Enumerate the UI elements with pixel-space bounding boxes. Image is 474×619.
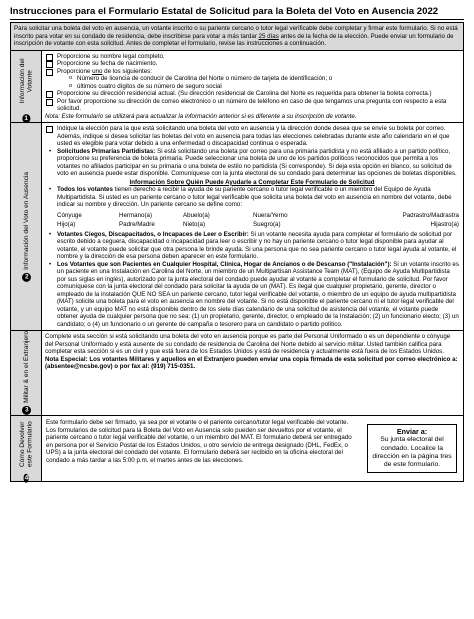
section-2-number: 2 <box>22 273 31 282</box>
page-title: Instrucciones para el Formulario Estatal de Solicitud para la Boleta del Voto en Ausencia 2022 <box>10 6 464 20</box>
section-1-number: 1 <box>22 114 30 123</box>
section-1-note: Nota: Este formulario se utilizará para actualizar la información anterior si es diferente a su inscripción de votante. <box>45 112 357 120</box>
section-4-content <box>42 416 463 481</box>
section-4-sidebar <box>11 416 42 481</box>
checklist-item: Proporcione su nombre legal completo. <box>57 53 459 61</box>
relative-label: Padrastro/Madrastra <box>402 211 459 219</box>
section-1-content <box>42 51 463 123</box>
section-absentee-info <box>10 123 464 331</box>
helper-heading: Información Sobre Quién Puede Ayudarle a Completar Este Formulario de Solicitud <box>129 178 375 186</box>
checklist-item: Proporcione su dirección residencial actual. (Su dirección residencial de Carolina del Norte es requerida para obtener la boleta correcta.) <box>57 90 459 98</box>
list-item-primary: • Solicitudes Primarias Partidistas: Si está solicitando una boleta por correo para una primaria partidista y no está afiliado a un partido político, proporcione su preferencia de boleta primaria. Puede seleccionar una boleta de uno de los partidos políticos reconocidos que permita a los votantes no afiliados participar en su primaria o una boleta de estilo no partidista (Si corresponde). Si deja esta opción en blanco, su solicitud de voto en ausencia puede estar disponible. Comuníquese con la junta electoral de su condado para determinar las opciones de boletas disponibles. <box>57 148 459 178</box>
section-3-label: Militar & en el Extranjero <box>22 331 30 404</box>
relative-label: Hijo(a) <box>57 221 76 229</box>
list-item-facility-patients: • Los Votantes que son Pacientes en Cualquier Hospital, Clínica, Hogar de Ancianos o de Descanso ("Instalación"): Si un votante inscrito es un paciente en una Instalación en Carolina del Norte, un miembro de un Multipartisan Assistance Team (MAT), (Equipo de Ayuda Multipartidista por sus siglas en inglés), autorizado por la junta electoral del condado puede ayudar al votante a completar el formulario de solicitud. Por favor comuníquese con la junta electoral del condado para solicitar la ayuda de un (MAT). Es ilegal que cualquier propietario, gerente, director o empleado de la instalación QUE NO SEA un pariente cercano, tutor legal verificable del votante, o miembro de un equipo de ayuda multipartidista (MAT) solicite una boleta para el voto en ausencia en nombre del votante. Si no está disponible el pariente cercano ni el tutor legal verificable del votante, y un equipo MAT no está disponible dentro de los siete días calendario de una solicitud de asistencia del votante, el votante puede obtener ayuda de cualquier persona que no sea: (1) un propietario, gerente, director, o empleado de la Instalación; (2) un funcionario electo; (3) un candidato; o (4) un funcionario o un gerente de campaña o tesorero para un candidato o partido político. <box>57 261 459 329</box>
send-to-title: Enviar a: <box>396 427 428 437</box>
near-relative-grid <box>57 212 459 229</box>
page <box>10 6 464 482</box>
relative-label: Nieto(a) <box>183 221 206 229</box>
relative-label: Hermano(a) <box>119 211 153 219</box>
relative-label: Cónyuge <box>57 211 82 219</box>
section-voter-info <box>10 51 464 124</box>
checklist-item: Indique la elección para la que está solicitando una boleta del voto en ausencia y la dirección donde desea que se envíe su boleta por correo. Además, indique si desea solicitar las boletas del voto en ausencia para todas las elecciones celebradas durante este año calendario en el que usted es elegible para votar debido a una enfermedad o discapacidad continua o esperada. <box>57 125 459 148</box>
section-military-overseas <box>10 331 464 416</box>
relative-label: Padre/Madre <box>119 221 155 229</box>
section-4-label: Cómo Devolver este Formulario <box>18 421 33 468</box>
section-4-text: Este formulario debe ser firmado, ya sea por el votante o el pariente cercano/tutor legal verificable del votante. Los formularios de solicitud para la Boleta del Voto en Ausencia solo pueden ser devueltos por el votante, el pariente cercano o tutor legal verificable del votante, o un miembro del MAT. El formulario deberá ser entregado en persona por el Servicio Postal de los Estados Unidos, u otro servicio de entrega designado (DHL, FedEx, o UPS) a la junta electoral del condado del votante. El formulario deberá ser recibido en la oficina electoral del condado a más tardar a las 5:00 p.m. el martes antes de las elecciones. <box>46 419 352 464</box>
section-2-content <box>42 123 463 330</box>
sub-item: o Número de licencia de conducir de Carolina del Norte o número de tarjeta de identificación; o <box>77 75 459 83</box>
list-item-all-voters: • Todos los votantes tienen derecho a recibir la ayuda de su pariente cercano o tutor legal verificable o un miembro del Equipo de Ayuda Multipartidista. Si usted es un pariente cercano o tutor legal verificable que solicita una boleta del voto en ausencia en nombre del votante, debe indicar su nombre y dirección. Un pariente cercano se define como: <box>57 186 459 209</box>
section-1-label: Información del Votante <box>18 58 33 104</box>
relative-label: Nuera/Yerno <box>253 211 288 219</box>
sub-item: o últimos cuatro dígitos de su número de seguro social <box>77 83 459 91</box>
intro-days: 25 días <box>258 32 279 40</box>
intro-box <box>10 22 464 51</box>
send-to-box <box>367 424 457 473</box>
section-3-content <box>42 331 463 415</box>
section-3-sidebar <box>11 331 42 415</box>
relative-label: Abuelo(a) <box>183 211 210 219</box>
relative-label: Hijastro(a) <box>430 221 459 229</box>
section-3-text: Complete esta sección si está solicitando una boleta del voto en ausencia porque es parte del Personal Uniformado o es un dependiente o cónyuge del Personal Uniformado y está ausente de su condado de residencia de Carolina del Norte debido al servicio militar. Usted también califica para completar esta sección si es un civil y que está fuera de los Estados Unidos y está de residencia y actualmente está fuera de los Estados Unidos. <box>45 333 451 356</box>
send-to-text: Su junta electoral del condado. Localice la dirección en la página tres de este formulario. <box>372 436 452 468</box>
section-2-sidebar <box>11 123 42 330</box>
section-3-note: Nota Especial: Los votantes Militares y aquellos en el Extranjero pueden enviar una copia firmada de esta solicitud por correo electrónico a: (absentee@ncsbe.gov) o por fax al: (919) 715-0351. <box>45 355 458 371</box>
checklist-item: Por favor proporcione su dirección de correo electrónico o un número de teléfono en caso de que tengamos una pregunta con respecto a esta solicitud. <box>57 98 459 113</box>
section-4-number: 4 <box>24 474 28 482</box>
intro-text-b: antes de la fecha de la elección. Puede enviar un formulario de inscripción de votante con esta solicitud. Antes de completar el formulario, revise las instrucciones a continuación. <box>14 32 454 48</box>
relative-label: Suegro(a) <box>253 221 281 229</box>
section-3-number: 3 <box>22 406 31 415</box>
list-item-blind-voters: • Votantes Ciegos, Discapacitados, o Incapaces de Leer o Escribir: Si un votante necesita ayuda para completar el formulario de solicitud por escrito debido a ceguera, discapacidad o incapacidad para leer o escribir y no hay un pariente cercano o tutor legal disponible para ayudar al votante, el votante puede solicitar que otra persona le brinde ayuda. Si una persona que no sea pariente cercano o tutor legal ayuda al votante, el nombre y la dirección de esa persona deben aparecer en este formulario. <box>57 231 459 261</box>
checklist-item-id: Proporcione uno de los siguientes: <box>57 68 459 76</box>
intro-text-a: Para solicitar una boleta del voto en ausencia, un votante inscrito o su pariente cercano o tutor legal verificable debe completar y firmar este formulario. Si no está inscrito para votar en su condado de residencia, debe inscribirse para votar a más tardar <box>14 25 458 40</box>
section-2-label: Información del Voto en Ausencia <box>22 171 30 270</box>
section-1-sidebar <box>11 51 42 123</box>
checklist-item: Proporcione su fecha de nacimiento. <box>57 60 459 68</box>
section-return-form <box>10 416 464 482</box>
